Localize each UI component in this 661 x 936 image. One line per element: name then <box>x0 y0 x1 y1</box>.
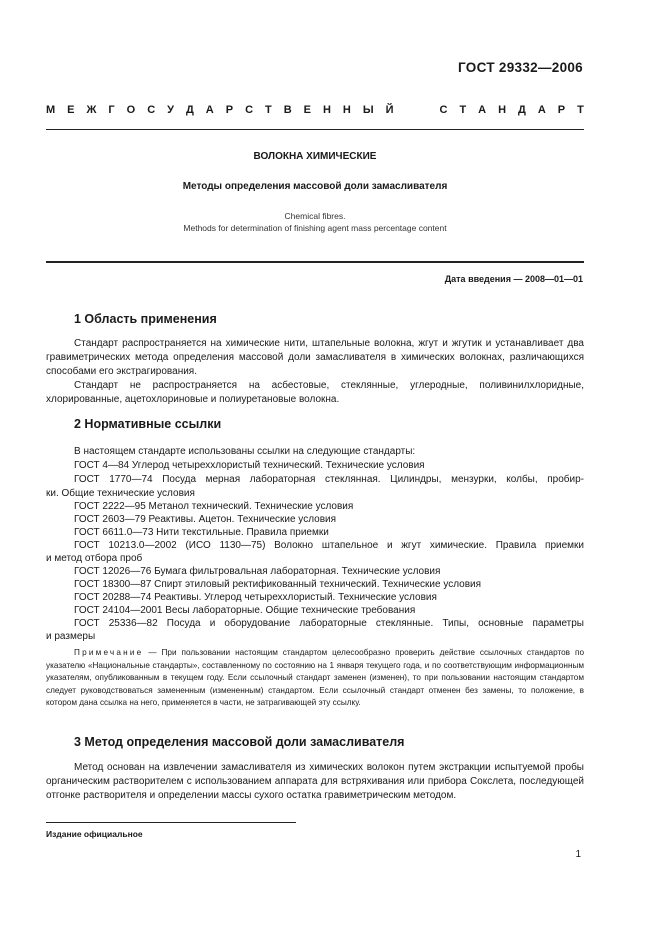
banner-letter: Р <box>557 104 566 116</box>
reference-line: ГОСТ 2603—79 Реактивы. Ацетон. Технические условия <box>74 514 337 525</box>
banner-letter: В <box>283 104 292 116</box>
note-text: — При пользовании настоящим стандартом целесообразно проверить действие ссылочных стандартов по указателю «Национальные стандарты», составленному по состоянию на 1 января текущего года, и по соответствующим информационным указателям, опубликованным в текущем году. Если ссылочный стандарт заменен (изменен), то при пользовании настоящим стандартом следует руководствоваться замененным (измененным) стандартом. Если ссылочный стандарт отменен без замены, то положение, в котором дана ссылка на него, применяется в части, не затрагивающей эту ссылку. <box>46 648 584 707</box>
banner-letter: М <box>46 104 56 116</box>
section-2-intro: В настоящем стандарте использованы ссылки на следующие стандарты: <box>74 446 416 457</box>
section-1-para-1 <box>46 337 584 379</box>
title-en-main: Chemical fibres. <box>284 211 346 221</box>
banner-letter: Р <box>225 104 234 116</box>
reference-line: ГОСТ 18300—87 Спирт этиловый ректификованный технический. Технические условия <box>74 579 482 590</box>
reference-line: и размеры <box>46 631 96 642</box>
references-note <box>46 647 584 710</box>
banner-letter: А <box>537 104 546 116</box>
banner-letter: Е <box>303 104 311 116</box>
banner-letter: Й <box>385 104 394 116</box>
reference-line: ГОСТ 25336—82 Посуда и оборудование лабораторные стеклянные. Типы, основные параметры <box>74 618 584 629</box>
banner-gap <box>406 104 428 116</box>
reference-line: ки. Общие технические условия <box>46 488 195 499</box>
section-1-title: 1 Область применения <box>74 312 217 326</box>
banner-letter: О <box>126 104 136 116</box>
section-3-para-1 <box>46 761 584 803</box>
banner-letter: Н <box>322 104 331 116</box>
banner-letter: Ы <box>362 104 374 116</box>
banner-letter: Ж <box>86 104 97 116</box>
gost-code: ГОСТ 29332—2006 <box>458 60 583 75</box>
page-number: 1 <box>575 849 581 860</box>
note-label: Примечание <box>74 648 144 657</box>
reference-line: и метод отбора проб <box>46 553 143 564</box>
banner-letter: Н <box>342 104 351 116</box>
footer-rule <box>46 822 296 823</box>
reference-line: ГОСТ 20288—74 Реактивы. Углерод четыреххлористый. Технические условия <box>74 592 437 603</box>
top-rule <box>46 129 584 130</box>
banner-letter: У <box>167 104 174 116</box>
section-1-para-2 <box>46 379 584 407</box>
reference-line: ГОСТ 4—84 Углерод четыреххлористый технический. Технические условия <box>74 460 425 471</box>
section-3-title: 3 Метод определения массовой доли замасливателя <box>74 735 405 749</box>
section-3-para-1-text: Метод основан на извлечении замасливателя из химических волокон путем экстракции испытуемой пробы органическим растворителем с использованием аппарата для встряхивания или прибора Сокслета, последующей отгонке растворителя и определении массы сухого остатка гравиметрическим методом. <box>46 762 584 801</box>
title-sub: Методы определения массовой доли замасливателя <box>182 181 448 192</box>
reference-line: ГОСТ 10213.0—2002 (ИСО 1130—75) Волокно штапельное и жгут химические. Правила приемки <box>74 540 584 551</box>
banner-letter: Т <box>265 104 272 116</box>
official-edition: Издание официальное <box>46 829 143 839</box>
banner-letter: Д <box>185 104 194 116</box>
intro-date: Дата введения — 2008—01—01 <box>444 274 583 284</box>
banner-letter: С <box>245 104 254 116</box>
reference-line: ГОСТ 6611.0—73 Нити текстильные. Правила приемки <box>74 527 329 538</box>
banner-letter: Е <box>67 104 75 116</box>
standard-banner <box>46 104 584 116</box>
reference-line: ГОСТ 1770—74 Посуда мерная лабораторная стеклянная. Цилиндры, мензурки, колбы, пробир- <box>74 474 584 485</box>
section-2-title: 2 Нормативные ссылки <box>74 417 222 431</box>
reference-line: ГОСТ 12026—76 Бумага фильтровальная лабораторная. Технические условия <box>74 566 441 577</box>
banner-letter: Т <box>577 104 584 116</box>
title-main: ВОЛОКНА ХИМИЧЕСКИЕ <box>253 151 377 162</box>
banner-letter: А <box>205 104 214 116</box>
banner-letter: С <box>439 104 448 116</box>
reference-line: ГОСТ 24104—2001 Весы лабораторные. Общие технические требования <box>74 605 416 616</box>
title-en-sub: Methods for determination of finishing agent mass percentage content <box>183 223 447 233</box>
banner-letter: Н <box>498 104 507 116</box>
section-1-para-2-text: Стандарт не распространяется на асбестовые, стеклянные, углеродные, поливинилхлоридные, хлорированные, ацетохлориновые и полиуретановые волокна. <box>46 380 584 405</box>
banner-letter: А <box>478 104 487 116</box>
banner-letter: С <box>147 104 156 116</box>
banner-letter: Д <box>518 104 526 116</box>
section-1-para-1-text: Стандарт распространяется на химические нити, штапельные волокна, жгут и жгутик и устанавливает два гравиметрических метода определения массовой доли замасливателя в химических волокнах, различающихся способами его экстрагирования. <box>46 338 584 377</box>
reference-line: ГОСТ 2222—95 Метанол технический. Технические условия <box>74 501 354 512</box>
banner-letter: Г <box>108 104 115 116</box>
banner-letter: Т <box>459 104 467 116</box>
title-rule <box>46 261 584 263</box>
